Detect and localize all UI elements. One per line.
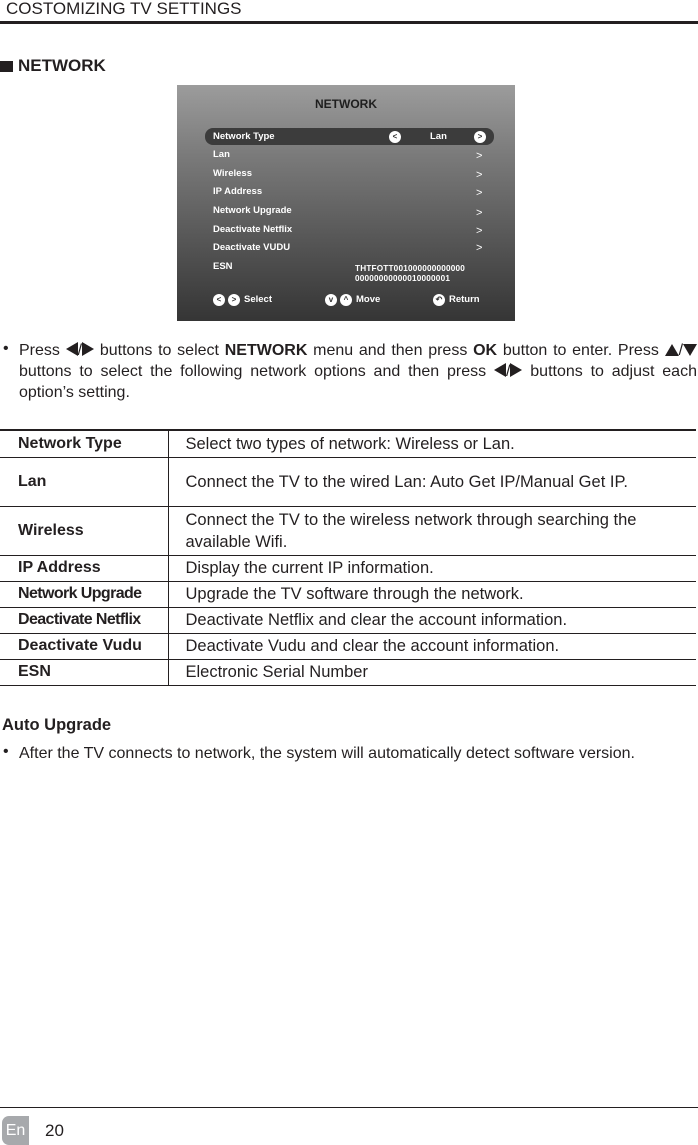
language-badge: En [2, 1116, 29, 1145]
intro-text: buttons to select the following network options and then press [19, 363, 487, 380]
table-description: Deactivate Netflix and clear the account information. [168, 607, 696, 633]
tv-hint-return: Return [449, 294, 480, 305]
return-icon: ↶ [433, 294, 445, 306]
up-arrow-icon [665, 344, 679, 356]
intro-text: buttons to select [99, 342, 219, 359]
table-term: IP Address [0, 555, 168, 581]
table-term: Deactivate Netflix [0, 607, 168, 633]
table-description: Deactivate Vudu and clear the account information. [168, 633, 696, 659]
page-header [0, 0, 698, 24]
table-description: Select two types of network: Wireless or Lan. [168, 430, 696, 457]
network-options-table [0, 429, 696, 686]
auto-upgrade-text: After the TV connects to network, the system will automatically detect software version. [19, 745, 635, 762]
section-title: NETWORK [18, 56, 106, 75]
tv-menu-item-network-type: Network Type [213, 131, 275, 142]
chevron-right-icon: > [476, 169, 483, 181]
section-heading [0, 56, 106, 76]
network-keyword: NETWORK [224, 342, 308, 359]
table-row [0, 430, 696, 457]
table-row [0, 506, 696, 555]
slash: / [77, 342, 83, 359]
chevron-right-icon: > [476, 187, 483, 199]
slash: / [678, 342, 684, 359]
chevron-right-icon: > [476, 242, 483, 254]
down-arrow-icon [683, 344, 697, 356]
table-term: ESN [0, 659, 168, 685]
tv-menu-item-deactivate-vudu: Deactivate VUDU [213, 242, 291, 253]
table-row [0, 581, 696, 607]
chevron-left-icon: < [213, 294, 225, 306]
table-description: Upgrade the TV software through the network. [168, 581, 696, 607]
tv-hint-move: Move [356, 294, 381, 305]
chevron-right-icon: > [476, 207, 483, 219]
intro-text: menu and then press [313, 342, 468, 359]
table-term: Network Type [0, 430, 168, 457]
tv-hint-select: Select [244, 294, 272, 305]
table-term: Lan [0, 457, 168, 506]
table-description: Connect the TV to the wired Lan: Auto Get IP/Manual Get IP. [168, 457, 696, 506]
page-number: 20 [45, 1121, 64, 1140]
table-term: Deactivate Vudu [0, 633, 168, 659]
left-arrow-icon [494, 363, 506, 377]
tv-menu-item-wireless: Wireless [213, 168, 252, 179]
table-term: Network Upgrade [0, 581, 168, 607]
intro-text: buttons to adjust each option’s setting. [19, 363, 697, 401]
bullet-icon: • [3, 743, 9, 760]
table-description: Electronic Serial Number [168, 659, 696, 685]
tv-menu-item-deactivate-netflix: Deactivate Netflix [213, 224, 293, 235]
chevron-up-icon: ^ [340, 294, 352, 306]
tv-menu-item-esn: ESN [213, 261, 233, 272]
ok-keyword: OK [473, 342, 498, 359]
table-row [0, 555, 696, 581]
footer-divider [0, 1107, 698, 1108]
table-row [0, 659, 696, 685]
table-row [0, 633, 696, 659]
chevron-right-icon: > [228, 294, 240, 306]
intro-paragraph [19, 340, 697, 403]
chevron-right-icon: > [476, 150, 483, 162]
slash: / [505, 363, 511, 380]
tv-menu-item-network-upgrade: Network Upgrade [213, 205, 292, 216]
tv-network-type-value: Lan [430, 131, 447, 142]
table-row [0, 457, 696, 506]
chevron-right-icon: > [474, 131, 486, 143]
left-arrow-icon [66, 342, 78, 356]
bullet-icon: • [3, 340, 9, 357]
chevron-down-icon: v [325, 294, 337, 306]
tv-esn-line-1: THTFOTT001000000000000 [355, 264, 465, 273]
tv-menu-item-lan: Lan [213, 149, 230, 160]
tv-menu-screenshot [177, 85, 515, 321]
tv-esn-value [355, 264, 465, 283]
right-arrow-icon [510, 363, 522, 377]
table-row [0, 607, 696, 633]
tv-esn-line-2: 00000000000010000001 [355, 273, 451, 283]
tv-menu-title: NETWORK [315, 97, 377, 111]
square-bullet-icon [0, 61, 13, 72]
intro-text: button to enter. Press [502, 342, 659, 359]
table-description: Display the current IP information. [168, 555, 696, 581]
tv-menu-item-ip-address: IP Address [213, 186, 263, 197]
chevron-right-icon: > [476, 225, 483, 237]
table-description: Connect the TV to the wireless network through searching the available Wifi. [168, 506, 696, 555]
chevron-left-icon: < [389, 131, 401, 143]
table-term: Wireless [0, 506, 168, 555]
intro-text: Press [19, 342, 60, 359]
header-title: COSTOMIZING TV SETTINGS [6, 0, 242, 18]
auto-upgrade-heading: Auto Upgrade [2, 716, 112, 734]
right-arrow-icon [82, 342, 94, 356]
